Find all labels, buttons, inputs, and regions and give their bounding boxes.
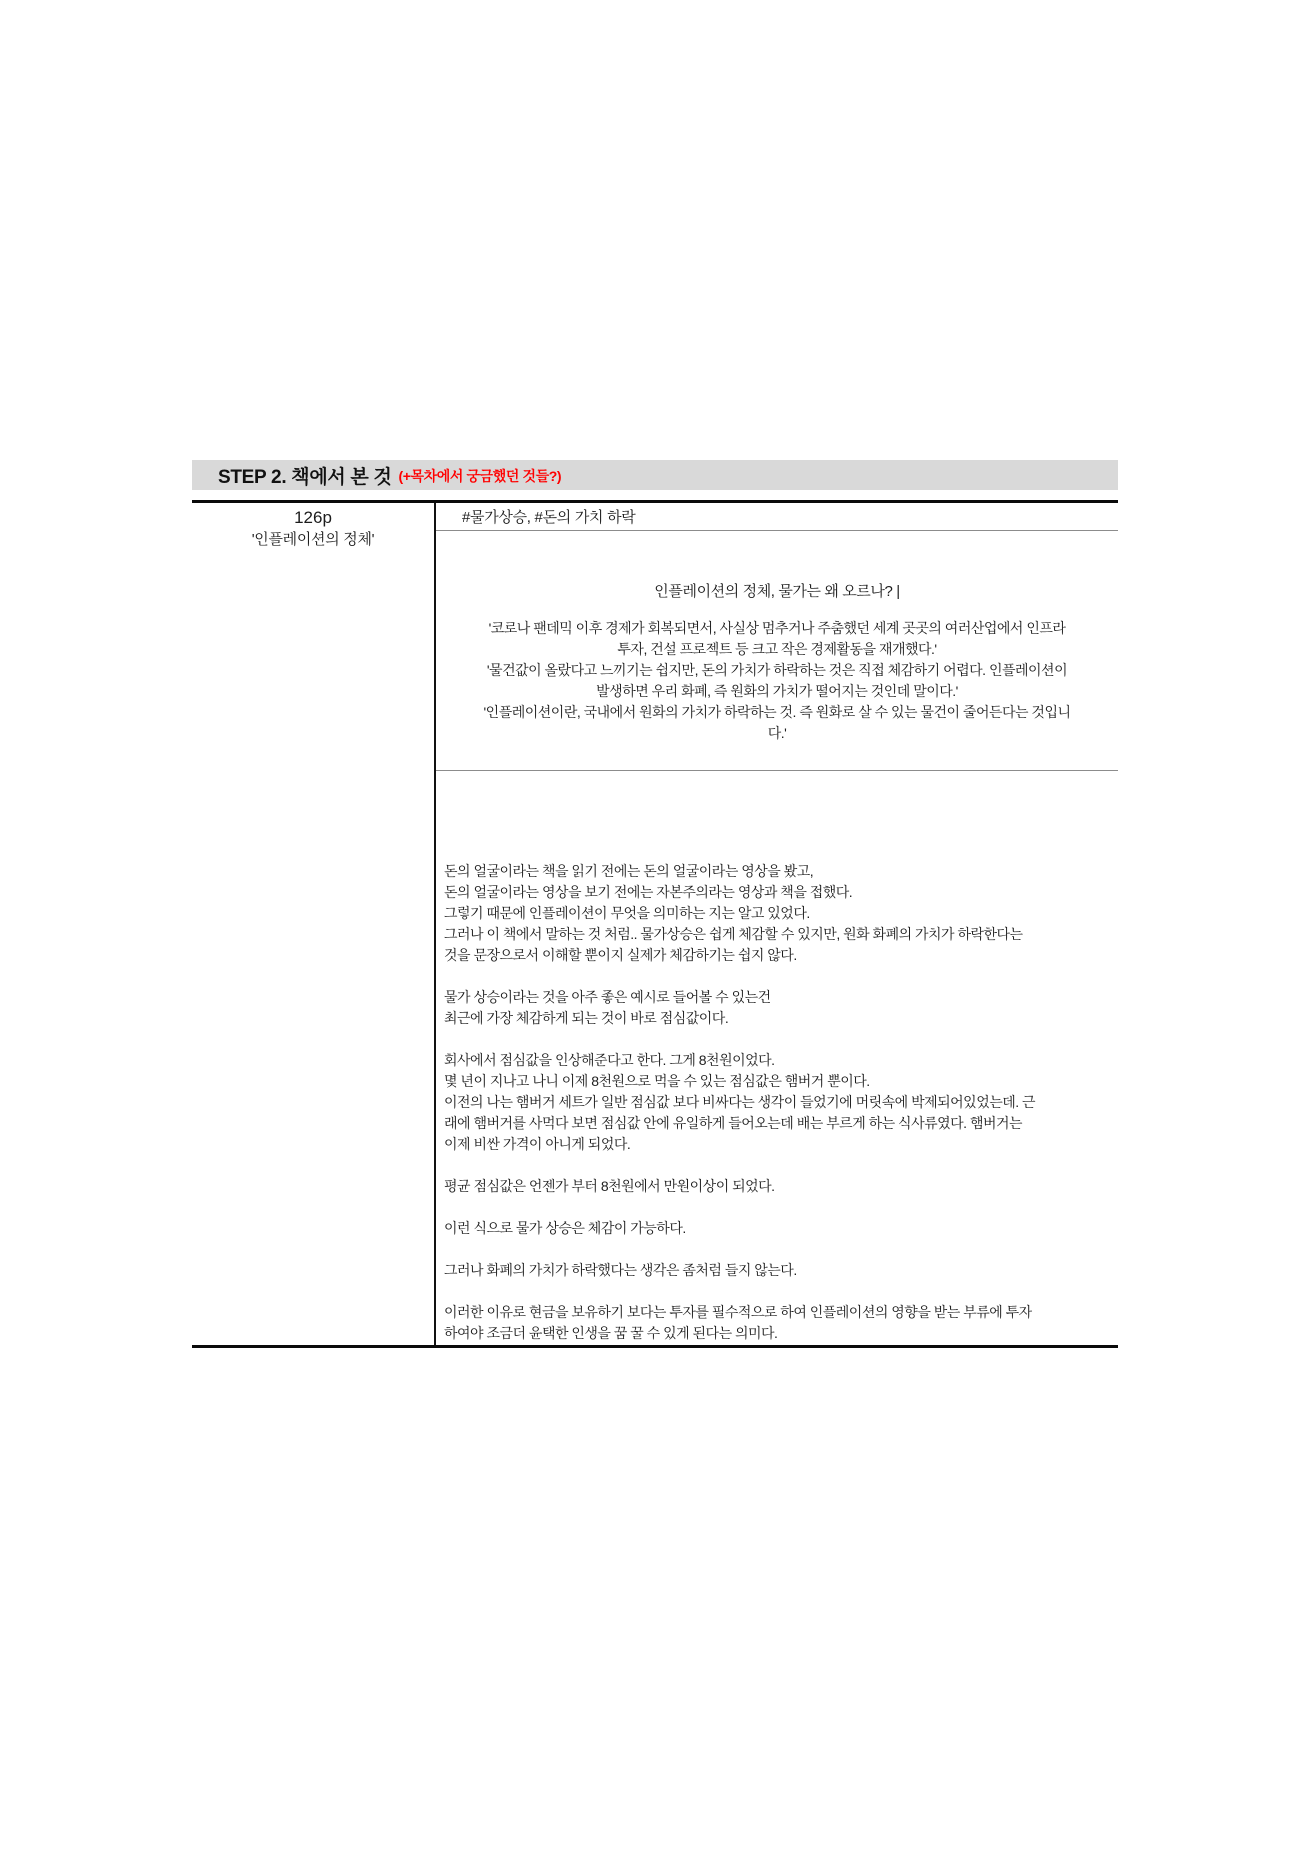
note-line: 이전의 나는 햄버거 세트가 일반 점심값 보다 비싸다는 생각이 들었기에 머릿속에 박제되어있었는데. 근 — [444, 1094, 1036, 1110]
page-number: 126p — [294, 508, 332, 527]
note-line: 물가 상승이라는 것을 아주 좋은 예시로 들어볼 수 있는건 — [444, 989, 771, 1005]
note-line: 회사에서 점심값을 인상해준다고 한다. 그게 8천원이었다. — [444, 1052, 775, 1068]
note-line: 것을 문장으로서 이해할 뿐이지 실제가 체감하기는 쉽지 않다. — [444, 947, 797, 963]
note-line — [444, 1155, 1112, 1176]
step-subtitle-red: (+목차에서 궁금했던 것들?) — [398, 467, 562, 484]
note-line: 그러나 이 책에서 말하는 것 처럼.. 물가상승은 쉽게 체감할 수 있지만, 원화 화폐의 가치가 하락한다는 — [444, 926, 1023, 942]
reference-cell[interactable] — [192, 503, 436, 1345]
note-line: 평균 점심값은 언젠가 부터 8천원에서 만원이상이 되었다. — [444, 1178, 775, 1194]
step-header-bar — [192, 460, 1118, 490]
note-line: 이제 비싼 가격이 아니게 되었다. — [444, 1136, 631, 1152]
quote-line: '인플레이션이란, 국내에서 원화의 가치가 하락하는 것. 즉 원화로 살 수 있는 물건이 줄어든다는 것입니 — [483, 704, 1071, 720]
content-column — [436, 503, 1118, 1345]
quote-lines — [436, 618, 1118, 744]
note-line: 하여야 조금더 윤택한 인생을 꿈 꿀 수 있게 된다는 의미다. — [444, 1325, 778, 1341]
hashtags-text: #물가상승, #돈의 가치 하락 — [462, 509, 636, 526]
chapter-title: '인플레이션의 정체' — [251, 531, 375, 548]
quote-heading: 인플레이션의 정체, 물가는 왜 오르나? | — [654, 583, 900, 600]
note-line — [444, 1281, 1112, 1302]
note-line: 그렇기 때문에 인플레이션이 무엇을 의미하는 지는 알고 있었다. — [444, 905, 810, 921]
step-title: STEP 2. 책에서 본 것 — [218, 466, 392, 488]
note-line — [444, 1239, 1112, 1260]
note-line: 이러한 이유로 현금을 보유하기 보다는 투자를 필수적으로 하여 인플레이션의 영향을 받는 부류에 투자 — [444, 1304, 1032, 1320]
note-line: 몇 년이 지나고 나니 이제 8천원으로 먹을 수 있는 점심값은 햄버거 뿐이다. — [444, 1073, 870, 1089]
note-lines — [444, 861, 1112, 1344]
quote-line: 투자, 건설 프로젝트 등 크고 작은 경제활동을 재개했다.' — [617, 641, 937, 657]
note-line: 돈의 얼굴이라는 영상을 보기 전에는 자본주의라는 영상과 책을 접했다. — [444, 884, 853, 900]
note-line — [444, 1197, 1112, 1218]
note-line: 그러나 화폐의 가치가 하락했다는 생각은 좀처럼 들지 않는다. — [444, 1262, 797, 1278]
note-line: 이런 식으로 물가 상승은 체감이 가능하다. — [444, 1220, 686, 1236]
note-line: 래에 햄버거를 사먹다 보면 점심값 안에 유일하게 들어오는데 배는 부르게 하는 식사류였다. 햄버거는 — [444, 1115, 1023, 1131]
quote-line: '코로나 팬데믹 이후 경제가 회복되면서, 사실상 멈추거나 주춤했던 세계 곳곳의 여러산업에서 인프라 — [488, 620, 1066, 636]
quote-line: '물건값이 올랐다고 느끼기는 쉽지만, 돈의 가치가 하락하는 것은 직접 체감하기 어렵다. 인플레이션이 — [486, 662, 1068, 678]
quote-cell[interactable] — [436, 531, 1118, 771]
tags-cell[interactable] — [436, 503, 1118, 531]
note-line: 돈의 얼굴이라는 책을 읽기 전에는 돈의 얼굴이라는 영상을 봤고, — [444, 863, 814, 879]
quote-line: 발생하면 우리 화폐, 즉 원화의 가치가 떨어지는 것인데 말이다.' — [596, 683, 958, 699]
notes-cell[interactable] — [436, 771, 1118, 1345]
note-line — [444, 1029, 1112, 1050]
reading-note-table — [192, 500, 1118, 1348]
note-line: 최근에 가장 체감하게 되는 것이 바로 점심값이다. — [444, 1010, 729, 1026]
note-line — [444, 966, 1112, 987]
quote-line: 다.' — [767, 725, 787, 741]
